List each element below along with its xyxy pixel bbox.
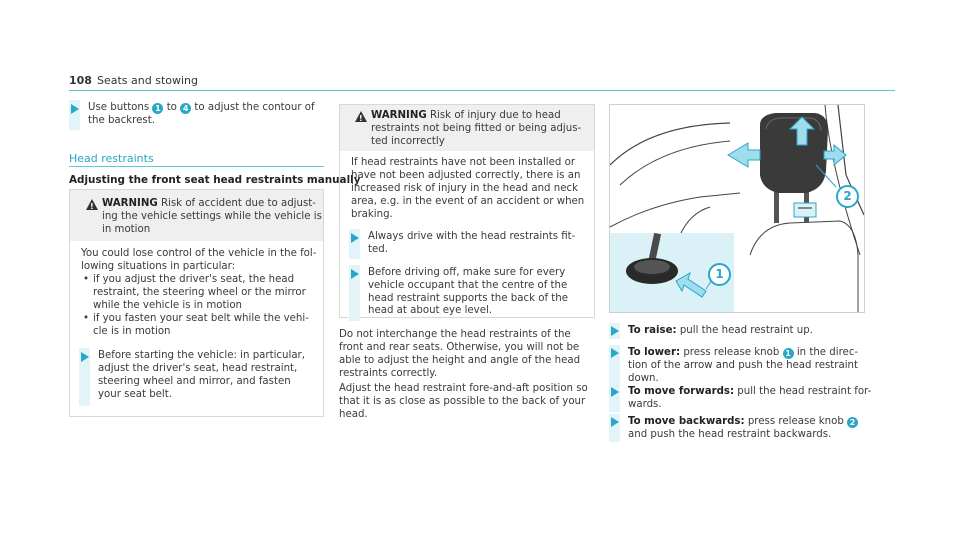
step2-line-2: vehicle occupant that the centre of the: [368, 280, 568, 291]
knob-1-icon: 1: [783, 348, 794, 359]
body-line-3: increased risk of injury in the head and neck: [351, 183, 578, 194]
step-backwards-label: To move backwards:: [628, 416, 745, 427]
step-backwards: [628, 415, 858, 428]
page-number: 108: [69, 74, 92, 87]
step1-line-1: Always drive with the head restraints fit-: [368, 231, 576, 242]
warning-box-1: [69, 189, 324, 417]
warning-label: WARNING: [102, 198, 158, 209]
step-forwards-text: pull the head restraint for-: [737, 386, 872, 397]
warning-label: WARNING: [371, 110, 427, 121]
step-forwards: [628, 385, 871, 398]
step-raise: [628, 324, 813, 337]
step-arrow-icon: [611, 417, 619, 427]
step-arrow-icon: [351, 233, 359, 243]
knob-2-icon: 2: [847, 417, 858, 428]
step-arrow-icon: [611, 387, 619, 397]
bullet-2-line-2: cle is in motion: [93, 326, 171, 337]
body-line-1: You could lose control of the vehicle in the fol-: [81, 248, 317, 259]
step2-line-3: head restraint supports the back of the: [368, 293, 568, 304]
bullet-1-line-3: while the vehicle is in motion: [93, 300, 243, 311]
step-arrow-icon: [71, 104, 79, 114]
step-line-4: your seat belt.: [98, 389, 172, 400]
step-arrow-icon: [351, 269, 359, 279]
warning-triangle-icon: [355, 111, 367, 122]
para1-line-2: front and rear seats. Otherwise, you will not be: [339, 342, 580, 353]
body-line-1: If head restraints have not been installed or: [351, 157, 576, 168]
step-backwards-text-a: press release knob: [747, 416, 844, 427]
para2-line-1: Adjust the head restraint fore-and-aft position so: [339, 383, 588, 394]
ref-2-marker: 2: [836, 185, 859, 208]
ref-1-marker: 1: [708, 263, 731, 286]
step-lower-line-3: down.: [628, 373, 659, 384]
step2-line-4: head at about eye level.: [368, 305, 493, 316]
step-forwards-line-2: wards.: [628, 399, 662, 410]
intro-step: [88, 101, 315, 114]
knob-4-icon: 4: [180, 103, 191, 114]
para1-line-1: Do not interchange the head restraints of the: [339, 329, 571, 340]
step-raise-text: pull the head restraint up.: [679, 325, 813, 336]
head-restraint-illustration: [610, 105, 864, 312]
step2-line-1: Before driving off, make sure for every: [368, 267, 566, 278]
warning-triangle-icon: [86, 199, 98, 210]
step-lower-line-2: tion of the arrow and push the head restraint: [628, 360, 858, 371]
bullet-2-line-1: if you fasten your seat belt while the vehi-: [93, 313, 309, 324]
body-line-2: have not been adjusted correctly, there is an: [351, 170, 581, 181]
body-line-5: braking.: [351, 209, 393, 220]
knob-1-icon: 1: [152, 103, 163, 114]
step-lower: [628, 346, 858, 359]
bullet-1-line-1: if you adjust the driver's seat, the head: [93, 274, 295, 285]
warning-title-line: [102, 197, 316, 210]
warning-title-line: [371, 109, 561, 122]
step-arrow-icon: [611, 348, 619, 358]
warning-line-1: Risk of injury due to head: [429, 110, 561, 121]
header-rule: [69, 90, 895, 91]
warning-line-2: ing the vehicle settings while the vehicle is: [102, 211, 322, 222]
bullet-1-line-2: restraint, the steering wheel or the mirror: [93, 287, 306, 298]
section-link-head-restraints[interactable]: Head restraints: [69, 152, 154, 165]
bullet-dot: •: [83, 274, 90, 285]
warning-line-2: restraints not being fitted or being adjus-: [371, 123, 582, 134]
step-arrow-icon: [611, 326, 619, 336]
warning-line-3: in motion: [102, 224, 151, 235]
body-line-4: area, e.g. in the event of an accident or when: [351, 196, 585, 207]
step-backwards-line-2: and push the head restraint backwards.: [628, 429, 832, 440]
intro-text-c: to adjust the contour of: [194, 102, 315, 113]
step1-line-2: ted.: [368, 244, 388, 255]
para2-line-3: head.: [339, 409, 368, 420]
warning-line-1: Risk of accident due to adjust-: [160, 198, 316, 209]
step-lower-label: To lower:: [628, 347, 681, 358]
step-line-2: adjust the driver's seat, head restraint,: [98, 363, 298, 374]
page-header-title: Seats and stowing: [97, 74, 199, 87]
para1-line-4: restraints correctly.: [339, 368, 438, 379]
step-lower-text-a: press release knob: [683, 347, 780, 358]
intro-text-b: to: [166, 102, 177, 113]
subheading: Adjusting the front seat head restraints manually: [69, 174, 361, 186]
section-rule: [69, 166, 324, 167]
step-raise-label: To raise:: [628, 325, 677, 336]
intro-text-d: the backrest.: [88, 115, 155, 126]
step-line-1: Before starting the vehicle: in particular,: [98, 350, 305, 361]
para2-line-2: that it is as close as possible to the back of your: [339, 396, 586, 407]
body-line-2: lowing situations in particular:: [81, 261, 236, 272]
warning-box-2: [339, 104, 595, 318]
para1-line-3: able to adjust the height and angle of the head: [339, 355, 581, 366]
warning-line-3: ted incorrectly: [371, 136, 445, 147]
step-lower-text-b: in the direc-: [796, 347, 859, 358]
step-line-3: steering wheel and mirror, and fasten: [98, 376, 291, 387]
step-arrow-icon: [81, 352, 89, 362]
head-restraint-figure: [609, 104, 865, 313]
bullet-dot: •: [83, 313, 90, 324]
step-forwards-label: To move forwards:: [628, 386, 735, 397]
intro-text-a: Use buttons: [88, 102, 150, 113]
